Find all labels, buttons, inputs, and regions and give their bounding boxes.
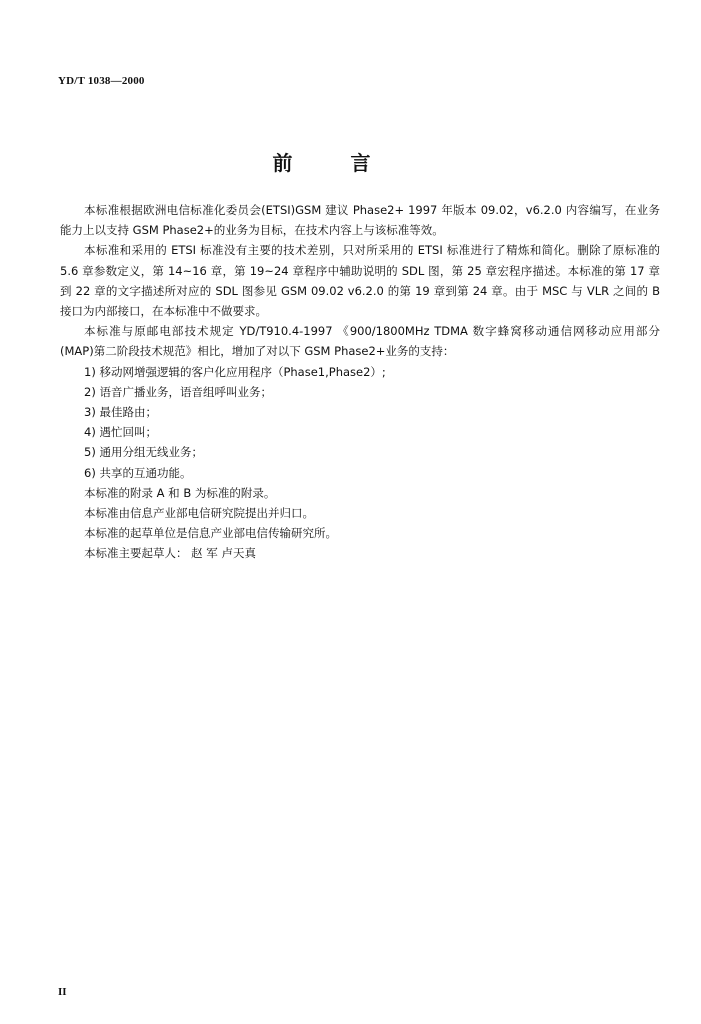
paragraph-2: 本标准和采用的 ETSI 标准没有主要的技术差别，只对所采用的 ETSI 标准进行了精炼和简化。删除了原标准的 5.6 章参数定义，第 14~16 章，第 19~24 章程序中辅助说明的 SDL 图，第 25 章宏程序描述。本标准的第 17 章到 22 章的文字描述所对应的 SDL 图参见 GSM 09.02 v6.2.0 的第 19 章到第 24 章。由于 MSC 与 VLR 之间的 B 接口为内部接口，在本标准中不做要求。 bbox=[60, 243, 660, 319]
list-item: 4) 遇忙回叫； bbox=[84, 425, 157, 440]
drafters-line: 本标准主要起草人： 赵 军 卢天真 bbox=[84, 546, 256, 561]
list-item: 6) 共享的互通功能。 bbox=[84, 465, 192, 480]
document-body bbox=[60, 200, 660, 564]
closing-line: 本标准由信息产业部电信研究院提出并归口。 bbox=[84, 506, 314, 521]
page-title: 前言 bbox=[272, 151, 429, 175]
list-item: 1) 移动网增强逻辑的客户化应用程序（Phase1,Phase2）; bbox=[84, 364, 386, 379]
list-item: 5) 通用分组无线业务； bbox=[84, 445, 203, 460]
list-item: 3) 最佳路由； bbox=[84, 405, 157, 420]
paragraph-1: 本标准根据欧洲电信标准化委员会(ETSI)GSM 建议 Phase2+ 1997 年版本 09.02，v6.2.0 内容编写，在业务能力上以支持 GSM Phase2+的业务为目标，在技术内容上与该标准等效。 bbox=[60, 203, 660, 238]
paragraph-3: 本标准与原邮电部技术规定 YD/T910.4-1997 《900/1800MHz TDMA 数字蜂窝移动通信网移动应用部分(MAP)第二阶段技术规范》相比，增加了对以下 GSM Phase2+业务的支持： bbox=[60, 324, 660, 359]
list-item: 2) 语音广播业务，语音组呼叫业务； bbox=[84, 384, 272, 399]
closing-line: 本标准的附录 A 和 B 为标准的附录。 bbox=[84, 485, 276, 500]
closing-line: 本标准的起草单位是信息产业部电信传输研究所。 bbox=[84, 526, 337, 541]
document-code: YD/T 1038—2000 bbox=[58, 75, 145, 87]
page-number: II bbox=[58, 986, 67, 998]
